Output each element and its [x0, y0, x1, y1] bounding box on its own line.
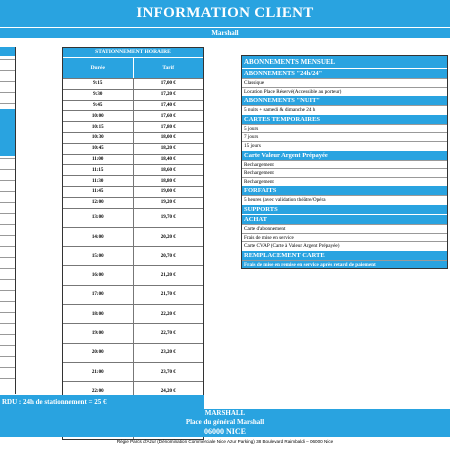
left-clipped-table [0, 47, 16, 394]
hourly-column-headers [63, 57, 203, 78]
table-row [63, 121, 203, 132]
subscription-sections [242, 68, 447, 268]
price-cell: 21,20 € [160, 273, 176, 279]
price-column-header: Tarif [162, 65, 175, 71]
section-item: Location Place Réservé(Accessible au porteur) [242, 87, 447, 96]
table-row [63, 132, 203, 143]
section-item: 5 jours [242, 124, 447, 133]
duration-cell: 11:45 [63, 187, 134, 197]
row-divider [0, 213, 15, 214]
section-header: FORFAITS [242, 185, 447, 195]
price-cell: 21,70 € [160, 292, 176, 298]
row-divider [0, 257, 15, 258]
price-cell: 17,80 € [160, 124, 176, 130]
table-row [63, 164, 203, 175]
row-divider [0, 92, 15, 93]
price-cell: 24,20 € [160, 388, 176, 394]
section-header: Carte Valeur Argent Prépayée [242, 150, 447, 160]
duration-cell: 9:15 [63, 79, 134, 89]
price-cell: 18,80 € [160, 178, 176, 184]
duration-cell: 11:15 [63, 165, 134, 175]
section-item: 15 jours [242, 141, 447, 150]
price-cell: 18,20 € [160, 146, 176, 152]
duration-cell: 19:00 [63, 324, 134, 342]
row-divider [0, 59, 15, 60]
table-row [63, 227, 203, 246]
duration-cell: 21:00 [63, 363, 134, 381]
duration-cell: 12:00 [63, 198, 134, 208]
row-divider [0, 312, 15, 313]
left-blue-band [0, 109, 15, 156]
subscriptions-panel [241, 55, 448, 269]
section-item: Carte CVAP (Carte à Valeur Argent Prépayée) [242, 241, 447, 250]
table-row [63, 208, 203, 227]
row-divider [0, 378, 15, 379]
duration-cell: 14:00 [63, 228, 134, 246]
section-item: 5 heures (avec validation théâtre/Opéra [242, 195, 447, 204]
lost-ticket-note: RDU : 24h de stationnement = 25 € [0, 395, 204, 409]
car-park-address: Place du général Marshall [185, 418, 265, 426]
price-cell: 18,00 € [160, 135, 176, 141]
subscriptions-header: ABONNEMENTS MENSUEL [242, 56, 447, 68]
table-row [63, 154, 203, 165]
page-subtitle: Marshall [0, 28, 450, 38]
price-cell: 17,40 € [160, 102, 176, 108]
section-header: ABONNEMENTS "NUIT" [242, 95, 447, 105]
table-row [63, 285, 203, 304]
table-row [63, 343, 203, 362]
section-header: REMPLACEMENT CARTE [242, 250, 447, 260]
section-item: 5 nuits + samedi & dimanche 24 h [242, 105, 447, 114]
price-cell: 20,70 € [160, 253, 176, 259]
section-item: Frais de mise en service [242, 233, 447, 242]
table-row [63, 323, 203, 342]
price-cell: 17,00 € [160, 81, 176, 87]
row-divider [0, 202, 15, 203]
table-row [63, 186, 203, 197]
section-header: ACHAT [242, 214, 447, 224]
table-row [63, 110, 203, 121]
section-item: Rechargement [242, 177, 447, 186]
section-header: CARTES TEMPORAIRES [242, 114, 447, 124]
address-block [0, 409, 450, 437]
duration-cell: 13:00 [63, 209, 134, 227]
duration-cell: 11:30 [63, 176, 134, 186]
hourly-rows [63, 78, 203, 439]
table-row [63, 78, 203, 89]
hourly-table-header: STATIONNEMENT HORAIRE [63, 48, 203, 57]
table-row [63, 304, 203, 323]
price-cell: 18,60 € [160, 167, 176, 173]
section-header: SUPPORTS [242, 204, 447, 214]
duration-cell: 20:00 [63, 344, 134, 362]
section-item: Rechargement [242, 160, 447, 169]
price-cell: 20,20 € [160, 234, 176, 240]
table-row [63, 362, 203, 381]
section-item: Carte d'abonnement [242, 224, 447, 233]
row-divider [0, 191, 15, 192]
row-divider [0, 323, 15, 324]
row-divider [0, 246, 15, 247]
duration-cell: 9:45 [63, 101, 134, 111]
car-park-city: 06000 NICE [203, 427, 246, 436]
table-row [63, 175, 203, 186]
row-divider [0, 334, 15, 335]
table-row [63, 89, 203, 100]
table-row [63, 197, 203, 208]
section-note: Frais de mise en remise en service après retard de paiement [242, 260, 447, 269]
table-row [63, 100, 203, 111]
duration-cell: 22:00 [63, 382, 134, 400]
price-cell: 22,20 € [160, 311, 176, 317]
row-divider [0, 356, 15, 357]
hourly-parking-table [62, 47, 204, 440]
row-divider [0, 301, 15, 302]
legal-notice: Régie Parcs d'Azur (Dénomination Commerciale Nice Azur Parking) 38 Boulevard Raimbaldi – 06000 Nice [116, 439, 334, 444]
row-divider [0, 235, 15, 236]
left-header-band [0, 47, 15, 56]
duration-cell: 10:15 [63, 122, 134, 132]
price-cell: 19,70 € [160, 215, 176, 221]
row-divider [0, 103, 15, 104]
duration-cell: 10:00 [63, 111, 134, 121]
page-title: INFORMATION CLIENT [0, 0, 450, 27]
price-cell: 22,70 € [160, 330, 176, 336]
duration-cell: 15:00 [63, 247, 134, 265]
row-divider [0, 367, 15, 368]
row-divider [0, 81, 15, 82]
duration-cell: 10:45 [63, 144, 134, 154]
duration-cell: 16:00 [63, 266, 134, 284]
section-item: Classique [242, 78, 447, 87]
price-cell: 17,60 € [160, 113, 176, 119]
duration-cell: 18:00 [63, 305, 134, 323]
price-cell: 23,20 € [160, 350, 176, 356]
row-divider [0, 224, 15, 225]
duration-column-header: Durée [63, 58, 134, 78]
table-row [63, 246, 203, 265]
row-divider [0, 345, 15, 346]
row-divider [0, 70, 15, 71]
row-divider [0, 268, 15, 269]
car-park-name: MARSHALL [204, 409, 246, 417]
row-divider [0, 158, 15, 159]
price-cell: 18,40 € [160, 156, 176, 162]
row-divider [0, 279, 15, 280]
section-item: Rechargement [242, 168, 447, 177]
duration-cell: 9:30 [63, 90, 134, 100]
price-cell: 19,20 € [160, 200, 176, 206]
table-row [63, 143, 203, 154]
duration-cell: 17:00 [63, 286, 134, 304]
section-item: 7 jours [242, 132, 447, 141]
duration-cell: 10:30 [63, 133, 134, 143]
row-divider [0, 290, 15, 291]
price-cell: 19,00 € [160, 189, 176, 195]
row-divider [0, 180, 15, 181]
section-header: ABONNEMENTS "24h/24" [242, 68, 447, 78]
duration-cell: 11:00 [63, 155, 134, 165]
table-row [63, 265, 203, 284]
row-divider [0, 169, 15, 170]
price-cell: 17,20 € [160, 92, 176, 98]
price-cell: 23,70 € [160, 369, 176, 375]
